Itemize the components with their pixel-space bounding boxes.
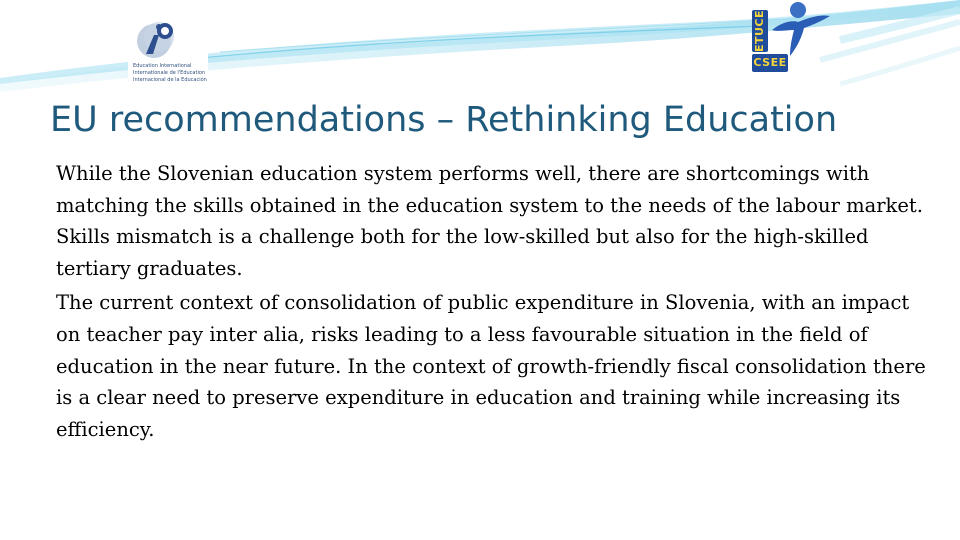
body-paragraph-1: While the Slovenian education system performs well, there are shortcomings with matching the skills obtained in the education system to the needs of the labour market. Skills mismatch is a challenge both for the low-skilled but also for the high-skilled tertiary graduates. [56,162,923,280]
etuce-figure-icon [768,0,832,58]
ei-logo-line-2: Internationale de l'Education [133,70,206,76]
education-international-logo [128,9,208,89]
ei-emblem-icon [128,9,208,69]
slide-body [56,158,936,448]
etuce-logo-text: ETUCE [753,9,766,53]
csee-logo-text: CSEE [752,54,788,72]
slide-title: EU recommendations – Rethinking Education [50,100,838,140]
ei-logo-line-3: Internacional de la Educación [133,77,207,83]
body-paragraph-2: The current context of consolidation of public expenditure in Slovenia, with an impact on teacher pay inter alia, risks leading to a less favourable situation in the field of education in the near future. In the context of growth-friendly fiscal consolidation there is a clear need to preserve expenditure in education and training while increasing its efficiency. [56,291,926,441]
ei-logo-line-1: Education International [133,63,192,69]
